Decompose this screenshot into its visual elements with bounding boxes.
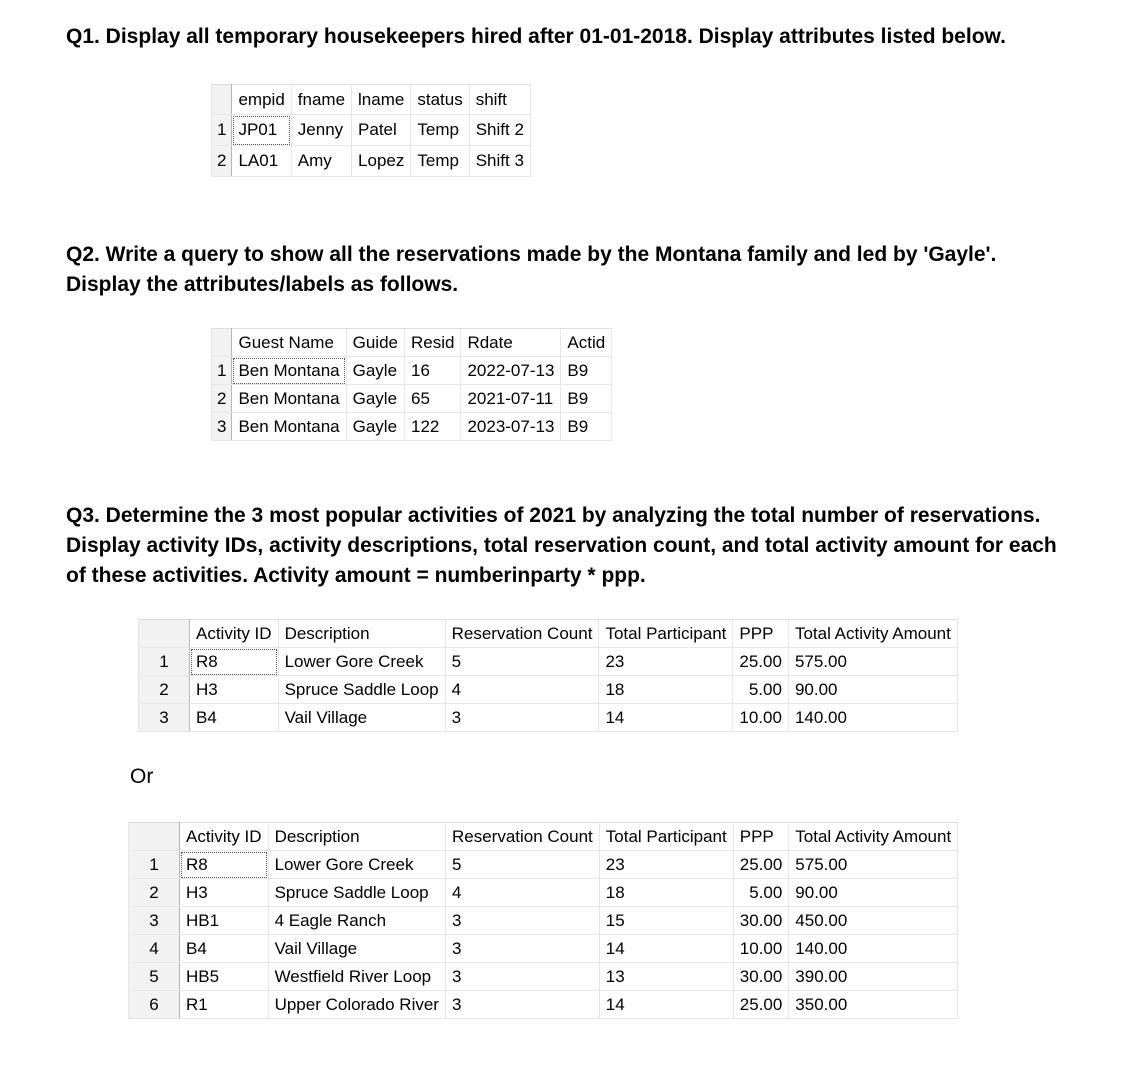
table-row <box>212 413 612 441</box>
table-row <box>129 879 958 907</box>
table-cell[interactable]: 90.00 <box>789 879 958 907</box>
table-cell[interactable]: 122 <box>404 413 460 441</box>
table-cell[interactable]: Ben Montana <box>232 357 346 385</box>
row-number-header <box>212 85 232 115</box>
table-cell[interactable]: Patel <box>352 115 411 146</box>
column-header: Total Activity Amount <box>788 620 957 648</box>
table-cell[interactable]: B9 <box>561 413 612 441</box>
q1-result-table <box>211 84 531 177</box>
table-row <box>212 385 612 413</box>
table-cell[interactable]: 3 <box>445 991 599 1019</box>
row-number: 4 <box>129 935 180 963</box>
row-number: 2 <box>139 676 190 704</box>
column-header: Guide <box>346 329 404 357</box>
column-header: Total Participant <box>599 823 733 851</box>
table-cell[interactable]: Upper Colorado River <box>268 991 445 1019</box>
column-header: Reservation Count <box>445 823 599 851</box>
table-cell[interactable]: 30.00 <box>733 907 789 935</box>
table-cell[interactable]: 25.00 <box>733 991 789 1019</box>
table-cell[interactable]: 25.00 <box>733 851 789 879</box>
column-header: Total Participant <box>599 620 733 648</box>
q2-result-table <box>211 328 612 441</box>
table-row <box>212 115 531 146</box>
table-cell[interactable]: 23 <box>599 648 733 676</box>
table-cell[interactable]: Jenny <box>291 115 351 146</box>
table-cell[interactable]: 140.00 <box>788 704 957 732</box>
table-cell[interactable]: 3 <box>445 704 599 732</box>
table-cell[interactable]: 16 <box>404 357 460 385</box>
table-cell[interactable]: 2022-07-13 <box>461 357 561 385</box>
q3-alternate-result-table <box>128 822 958 1019</box>
table-cell[interactable]: Spruce Saddle Loop <box>278 676 445 704</box>
table-cell[interactable]: 3 <box>445 907 599 935</box>
column-header: Total Activity Amount <box>789 823 958 851</box>
column-header: status <box>411 85 469 115</box>
table-row <box>139 676 958 704</box>
table-cell[interactable]: H3 <box>190 676 279 704</box>
q3-result-table <box>138 619 958 732</box>
column-header: Reservation Count <box>445 620 599 648</box>
row-number-header <box>212 329 232 357</box>
table-cell[interactable]: 5 <box>445 648 599 676</box>
row-number: 3 <box>139 704 190 732</box>
column-header: Activity ID <box>190 620 279 648</box>
table-cell[interactable]: 23 <box>599 851 733 879</box>
table-cell[interactable]: 140.00 <box>789 935 958 963</box>
row-number: 3 <box>129 907 180 935</box>
row-number: 3 <box>212 413 232 441</box>
column-header: Actid <box>561 329 612 357</box>
table-cell[interactable]: Westfield River Loop <box>268 963 445 991</box>
table-cell[interactable]: 4 Eagle Ranch <box>268 907 445 935</box>
column-header: Rdate <box>461 329 561 357</box>
table-cell[interactable]: 4 <box>445 879 599 907</box>
table-cell[interactable]: Ben Montana <box>232 385 346 413</box>
table-cell[interactable]: 14 <box>599 935 733 963</box>
table-cell[interactable]: 25.00 <box>733 648 789 676</box>
q2-question-line1: Q2. Write a query to show all the reservations made by the Montana family and led by 'Gayle'. <box>66 243 997 266</box>
table-cell[interactable]: 30.00 <box>733 963 789 991</box>
table-cell[interactable]: B4 <box>180 935 269 963</box>
table-cell[interactable]: 3 <box>445 963 599 991</box>
table-cell[interactable]: 13 <box>599 963 733 991</box>
table-cell[interactable]: Amy <box>291 146 351 177</box>
table-cell[interactable]: 65 <box>404 385 460 413</box>
column-header: Resid <box>404 329 460 357</box>
row-number: 6 <box>129 991 180 1019</box>
row-number: 5 <box>129 963 180 991</box>
table-cell[interactable]: 2021-07-11 <box>461 385 561 413</box>
row-number: 1 <box>129 851 180 879</box>
table-cell[interactable]: Gayle <box>346 413 404 441</box>
table-cell[interactable]: 350.00 <box>789 991 958 1019</box>
table-row <box>129 991 958 1019</box>
table-cell[interactable]: Shift 2 <box>469 115 530 146</box>
table-cell[interactable]: 5.00 <box>733 879 789 907</box>
table-cell[interactable]: 10.00 <box>733 935 789 963</box>
table-cell[interactable]: Lower Gore Creek <box>278 648 445 676</box>
or-label: Or <box>130 765 154 788</box>
table-row <box>129 851 958 879</box>
table-cell[interactable]: 2023-07-13 <box>461 413 561 441</box>
q3-question-line2: Display activity IDs, activity descriptions, total reservation count, and total activity amount for each <box>66 534 1057 557</box>
column-header: fname <box>291 85 351 115</box>
table-cell[interactable]: 450.00 <box>789 907 958 935</box>
table-cell[interactable]: Lopez <box>352 146 411 177</box>
table-cell[interactable]: 90.00 <box>788 676 957 704</box>
table-cell[interactable]: Gayle <box>346 357 404 385</box>
table-row <box>212 146 531 177</box>
table-cell[interactable]: B9 <box>561 357 612 385</box>
column-header: Description <box>268 823 445 851</box>
table-cell[interactable]: 575.00 <box>788 648 957 676</box>
table-cell[interactable]: 14 <box>599 991 733 1019</box>
column-header: PPP <box>733 823 789 851</box>
table-cell[interactable]: 5 <box>445 851 599 879</box>
table-cell[interactable]: R8 <box>190 648 279 676</box>
row-number: 2 <box>129 879 180 907</box>
column-header: lname <box>352 85 411 115</box>
table-cell[interactable]: 390.00 <box>789 963 958 991</box>
column-header: PPP <box>733 620 789 648</box>
table-cell[interactable]: 10.00 <box>733 704 789 732</box>
column-header: Guest Name <box>232 329 346 357</box>
q2-question-line2: Display the attributes/labels as follows. <box>66 273 459 296</box>
table-cell[interactable]: JP01 <box>232 115 291 146</box>
table-cell[interactable]: Ben Montana <box>232 413 346 441</box>
table-cell[interactable]: B4 <box>190 704 279 732</box>
table-cell[interactable]: 18 <box>599 676 733 704</box>
table-row <box>129 935 958 963</box>
table-row <box>139 704 958 732</box>
table-row <box>129 963 958 991</box>
table-cell[interactable]: Gayle <box>346 385 404 413</box>
table-cell[interactable]: Lower Gore Creek <box>268 851 445 879</box>
table-cell[interactable]: HB1 <box>180 907 269 935</box>
q3-question-line1: Q3. Determine the 3 most popular activities of 2021 by analyzing the total number of reservations. <box>66 504 1041 527</box>
table-cell[interactable]: Spruce Saddle Loop <box>268 879 445 907</box>
column-header: Description <box>278 620 445 648</box>
table-cell[interactable]: Shift 3 <box>469 146 530 177</box>
row-number: 2 <box>212 146 232 177</box>
row-number: 2 <box>212 385 232 413</box>
row-number: 1 <box>212 357 232 385</box>
table-row <box>139 648 958 676</box>
table-cell[interactable]: 4 <box>445 676 599 704</box>
column-header: empid <box>232 85 291 115</box>
table-row <box>212 357 612 385</box>
table-cell[interactable]: LA01 <box>232 146 291 177</box>
table-cell[interactable]: 3 <box>445 935 599 963</box>
q3-question-line3: of these activities. Activity amount = numberinparty * ppp. <box>66 564 646 587</box>
table-cell[interactable]: B9 <box>561 385 612 413</box>
table-cell[interactable]: H3 <box>180 879 269 907</box>
row-number: 1 <box>212 115 232 146</box>
row-number-header <box>139 620 190 648</box>
table-cell[interactable]: 575.00 <box>789 851 958 879</box>
table-row <box>129 907 958 935</box>
table-cell[interactable]: Temp <box>411 115 469 146</box>
table-cell[interactable]: R8 <box>180 851 269 879</box>
table-cell[interactable]: 14 <box>599 704 733 732</box>
column-header: Activity ID <box>180 823 269 851</box>
table-cell[interactable]: Vail Village <box>278 704 445 732</box>
table-cell[interactable]: 18 <box>599 879 733 907</box>
row-number: 1 <box>139 648 190 676</box>
table-cell[interactable]: 5.00 <box>733 676 789 704</box>
row-number-header <box>129 823 180 851</box>
table-cell[interactable]: 15 <box>599 907 733 935</box>
column-header: shift <box>469 85 530 115</box>
table-cell[interactable]: Vail Village <box>268 935 445 963</box>
table-cell[interactable]: HB5 <box>180 963 269 991</box>
table-cell[interactable]: R1 <box>180 991 269 1019</box>
table-cell[interactable]: Temp <box>411 146 469 177</box>
q1-question: Q1. Display all temporary housekeepers hired after 01-01-2018. Display attributes listed below. <box>66 25 1006 48</box>
